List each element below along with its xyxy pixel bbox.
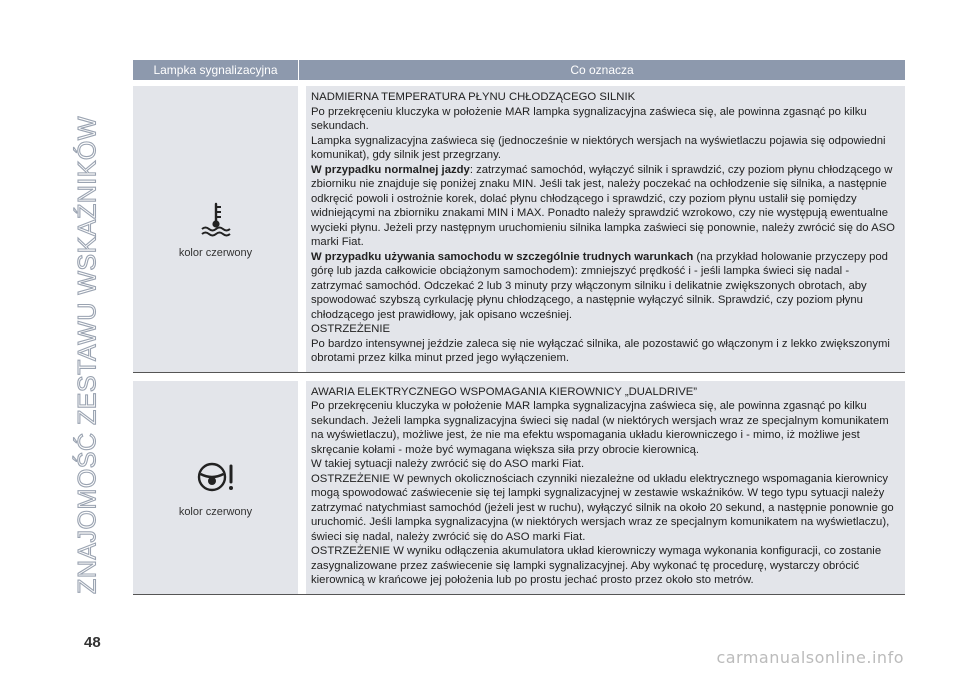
table-row <box>133 80 905 373</box>
table-header <box>133 60 905 80</box>
paragraph: OSTRZEŻENIE W wyniku odłączenia akumulatora układ kierowniczy wymaga wykonania konfiguracji, co zostanie zasygnalizowane przez zaświecenie się lampki sygnalizacyjnej. Aby wykonać tę procedurę, wystarczy obrócić kierownicą w krańcowe jej położenia lub po prostu jechać prosto przez około sto metrów. <box>311 545 882 586</box>
lamp-cell <box>133 381 298 594</box>
paragraph <box>311 250 899 323</box>
lamp-cell <box>133 86 298 372</box>
paragraph: Lampka sygnalizacyjna zaświeca się (jednocześnie w niektórych wersjach na wyświetlaczu pojawia się odpowiedni komunikat), gdy silnik jest przegrzany. <box>311 134 886 161</box>
watermark: carmanualsonline.info <box>716 648 904 667</box>
steering-warning-icon <box>196 457 236 502</box>
coolant-temperature-icon <box>196 198 236 243</box>
paragraph: Po bardzo intensywnej jeździe zaleca się nie wyłączać silnika, ale pozostawić go włączonym i z lekko zwiększonymi obrotami przez kilka minut przed jego wyłączeniem. <box>311 337 890 364</box>
meaning-cell <box>306 86 905 372</box>
section-side-title: ZNAJOMOŚĆ ZESTAWU WSKAŹNIKÓW <box>73 116 102 594</box>
lamp-title: NADMIERNA TEMPERATURA PŁYNU CHŁODZĄCEGO SILNIK <box>311 91 636 103</box>
paragraph-text: : zatrzymać samochód, wyłączyć silnik i sprawdzić, czy poziom płynu chłodzącego w zbiorniku nie znajduje się poniżej znaku MIN. Jeśli tak jest, należy poczekać na ochłodzenie się silnika, a następnie odkręcić powoli i ostrożnie korek, dolać płynu chłodzącego i sprawdzić, czy poziom płynu ustalił się pomiędzy widniejącymi na zbiorniku znakami MIN i MAX. Ponadto należy sprawdzić wzrokowo, czy nie występują ewentualne wycieki płynu. Jeżeli przy następnym uruchomieniu silnika lampka zaświeci się ponownie, należy zwrócić się do ASO marki Fiat. <box>311 163 895 248</box>
header-lamp: Lampka sygnalizacyjna <box>153 63 278 77</box>
paragraph: OSTRZEŻENIE W pewnych okolicznościach czynniki niezależne od układu elektrycznego wspomagania kierownicy mogą spowodować zaświecenie się tej lampki sygnalizacyjnej w zestawie wskaźników. W tego typu sytuacji należy zatrzymać natychmiast samochód (jeżeli jest w ruchu), wyłączyć silnik na około 20 sekund, a następnie ponownie go uruchomić. Jeśli lampka sygnalizacyjna (w niektórych wersjach wraz ze specjalnym komunikatem na wyświetlaczu), świeci się nadal, należy zwrócić się do ASO marki Fiat. <box>311 472 894 543</box>
paragraph: Po przekręceniu kluczyka w położenie MAR lampka sygnalizacyjna zaświeca się, ale powinna zgasnąć po kilku sekundach. Jeżeli lampka sygnalizacyjna świeci się nadal (w niektórych wersjach wraz ze specjalnym komunikatem na wyświetlaczu), możliwe jest, że nie ma efektu wspomagania układu kierowniczego i - mimo, iż możliwe jest skręcanie kołami - może być wymagana większa siła przy obrocie kierownicą. <box>311 400 889 456</box>
table-row <box>133 373 905 595</box>
warning-heading: OSTRZEŻENIE <box>311 323 391 335</box>
paragraph-text: (na przykład holowanie przyczepy pod górę lub jazda całkowicie obciążonym samochodem): zmniejszyć prędkość i - jeśli lampka świeci się nadal - zatrzymać samochód. Odczekać 2 lub 3 minuty przy włączonym silniku i delikatnie zwiększonych obrotach, aby spowodować szybszą cyrkulację płynu chłodzącego, a następnie wyłączyć silnik. Sprawdzić, czy poziom płynu chłodzącego jest prawidłowy, jak opisano wcześniej. <box>311 250 888 321</box>
bold-lead: W przypadku normalnej jazdy <box>311 163 470 176</box>
warning-lamp-table <box>133 60 905 595</box>
meaning-cell <box>306 381 905 594</box>
lamp-title: AWARIA ELEKTRYCZNEGO WSPOMAGANIA KIEROWNICY „DUALDRIVE” <box>311 385 698 398</box>
paragraph <box>311 163 899 250</box>
paragraph: Po przekręceniu kluczyka w położenie MAR lampka sygnalizacyjna zaświeca się, ale powinna zgasnąć po kilku sekundach. <box>311 105 867 132</box>
lamp-color-label: kolor czerwony <box>178 505 253 518</box>
bold-lead: W przypadku używania samochodu w szczególnie trudnych warunkach <box>311 250 694 263</box>
header-meaning: Co oznacza <box>298 60 905 80</box>
paragraph: W takiej sytuacji należy zwrócić się do ASO marki Fiat. <box>311 458 585 470</box>
lamp-color-label: kolor czerwony <box>178 247 253 260</box>
page-number: 48 <box>84 634 101 651</box>
